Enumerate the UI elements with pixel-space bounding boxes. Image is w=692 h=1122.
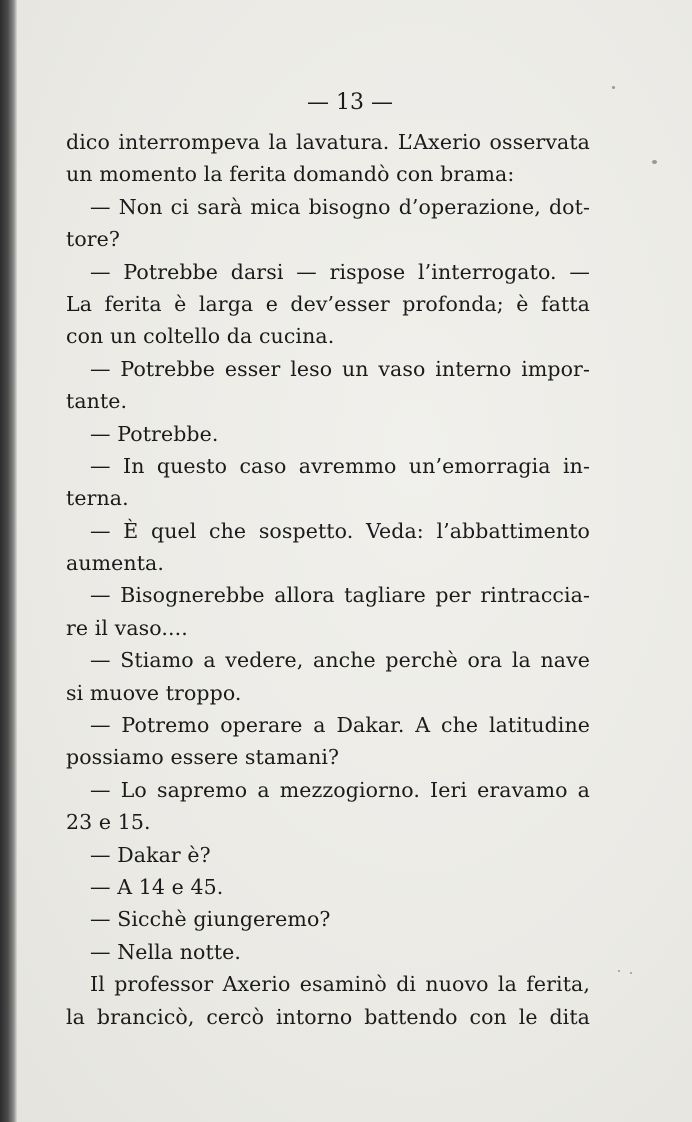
text-line: — Sicchè giungeremo?: [90, 907, 331, 932]
scan-speck: [612, 86, 615, 89]
text-line: — A 14 e 45.: [90, 874, 224, 899]
text-line: dico interrompeva la lavatura. L’Axerio osservata: [66, 130, 590, 154]
text-line: — Potrebbe.: [90, 421, 219, 446]
text-line: — È quel che sospetto. Veda: l’abbattimento: [90, 518, 590, 543]
text-line: — Stiamo a vedere, anche perchè ora la nave: [90, 648, 590, 673]
text-line: terna.: [66, 486, 129, 511]
scan-speck: [652, 160, 657, 164]
page-number: — 13 —: [307, 90, 393, 115]
text-line: — Potremo operare a Dakar. A che latitudine: [90, 713, 590, 738]
book-spine-shadow: [0, 0, 17, 1122]
text-line: tante.: [66, 389, 128, 414]
text-line: — Dakar è?: [90, 842, 211, 867]
text-line: — Nella notte.: [90, 939, 242, 964]
text-line: aumenta.: [66, 551, 164, 576]
text-line: — Lo sapremo a mezzogiorno. Ieri eravamo a: [90, 777, 590, 802]
text-line: — In questo caso avremmo un’emorragia in-: [90, 453, 590, 478]
text-line: con un coltello da cucina.: [66, 324, 335, 349]
text-line: possiamo essere stamani?: [66, 745, 340, 770]
text-line: un momento la ferita domandò con brama:: [66, 162, 515, 187]
text-line: — Potrebbe darsi — rispose l’interrogato. —: [90, 259, 590, 284]
text-line: la brancicò, cercò intorno battendo con le dita: [66, 1004, 590, 1029]
text-line: si muove troppo.: [66, 680, 242, 705]
text-line: tore?: [66, 227, 121, 252]
text-line: La ferita è larga e dev’esser profonda; è fatta: [66, 291, 590, 316]
text-line: — Potrebbe esser leso un vaso interno impor-: [90, 356, 590, 381]
text-line: — Non ci sarà mica bisogno d’operazione, dot-: [90, 194, 590, 219]
text-line: 23 e 15.: [66, 810, 151, 835]
body-text: [66, 126, 590, 1033]
text-line: re il vaso....: [66, 615, 188, 640]
scan-speck: [618, 970, 620, 972]
scan-speck: [630, 972, 632, 974]
text-line: Il professor Axerio esaminò di nuovo la ferita,: [90, 972, 590, 997]
text-line: — Bisognerebbe allora tagliare per rintraccia-: [90, 583, 590, 608]
